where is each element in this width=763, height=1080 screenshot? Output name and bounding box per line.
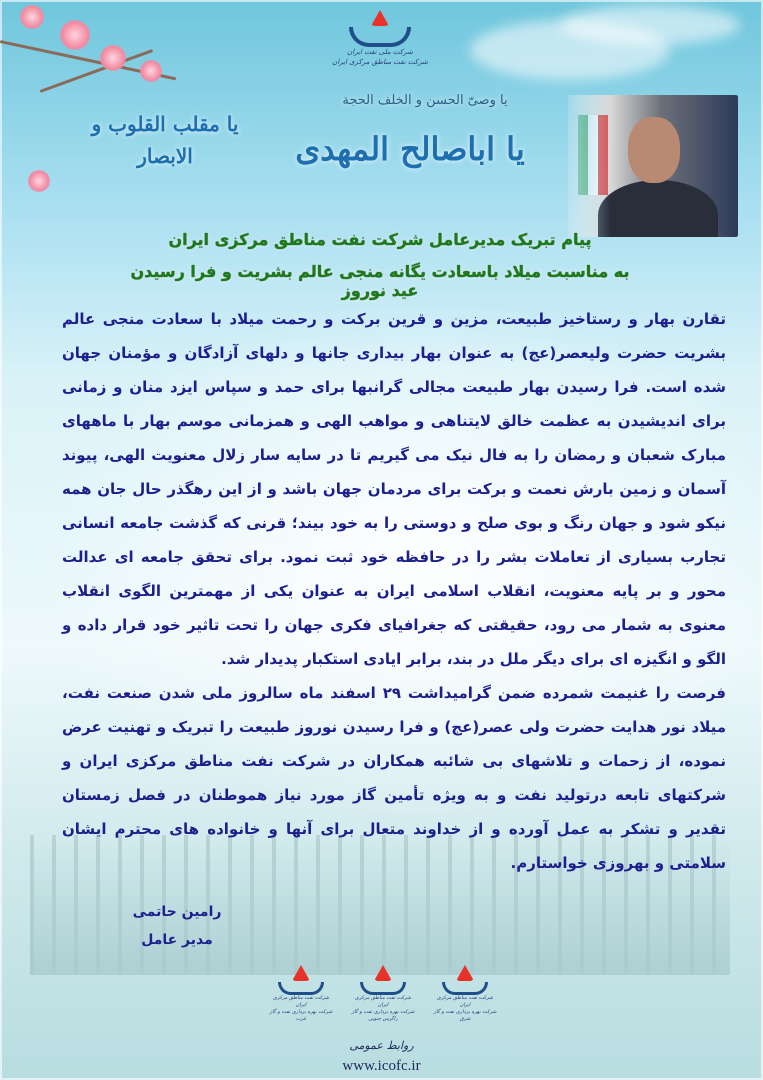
- iran-flag-image: [578, 115, 608, 195]
- logo-emblem-icon: [278, 982, 324, 995]
- logo-caption: شرکت نفت مناطق مرکزی ایران: [354, 995, 412, 1008]
- logo-caption: شرکت بهره برداری نفت و گاز زاگرس جنوبی: [351, 1009, 415, 1022]
- footer-logo-3: [268, 965, 334, 1023]
- website-link[interactable]: www.icofc.ir: [342, 1058, 421, 1074]
- logo-caption: شرکت بهره برداری نفت و گاز غرب: [269, 1009, 333, 1022]
- flame-icon: [374, 965, 392, 981]
- logo-caption: شرکت نفت مناطق مرکزی ایران: [332, 58, 428, 66]
- signature-block: [112, 898, 242, 954]
- flame-icon: [456, 965, 474, 981]
- logo-caption: شرکت نفت مناطق مرکزی ایران: [272, 995, 330, 1008]
- message-paragraph: تقارن بهار و رستاخیز طبیعت، مزین و قرین برکت و رحمت میلاد با سعادت منجی عالم بشریت حضرت ولیعصر(عج) به عنوان بهار بیداری جانها و دلهای آزادگان و مؤمنان جهان شده است. فرا رسیدن بهار طبیعت مجالی گرانبها برای حمد و سپاس ایزد منان و زمانی برای اندیشیدن به عظمت خالق لایتناهی و مواهب الهی و همزمانی موسم بهار با ماههای مبارک شعبان و رمضان را به فال نیک می گیریم تا در سایه سار زلال معنویت الهی، پیوند آسمان و زمین بارش نعمت و برکت برای مردمان جهان باشد و از این رهگذر حال جان همه نیکو شود و جهان رنگ و بوی صلح و دوستی را به خود بیند؛ قرنی که گذشت جامعه انسانی تجارب بسیاری از تعاملات بشر را در حافظه خود ثبت نمود. برای تحقق جامعه ای عدالت محور و بر پایه معنویت، انقلاب اسلامی ایران به عنوان یکی از مهمترین الگوی انقلاب معنوی به شمار می رود، حقیقتی که جغرافیای فکری جهان را تحت تاثیر خود قرار داده و الگو و انگیزه ای برای دیگر ملل در بند، برابر ایادی استکبار پدیدار شد.: [62, 310, 726, 668]
- message-body: [62, 302, 726, 880]
- footer-logo-1: [432, 965, 498, 1023]
- nioc-logo: [330, 10, 430, 67]
- logo-caption: شرکت نفت مناطق مرکزی ایران: [436, 995, 494, 1008]
- headline-title: پیام تبریک مدیرعامل شرکت نفت مناطق مرکزی ایران: [168, 230, 592, 249]
- footer-logo-2: [350, 965, 416, 1023]
- logo-emblem-icon: [349, 27, 411, 47]
- message-section: [62, 302, 726, 954]
- signature-title: مدیر عامل: [141, 932, 213, 948]
- logo-emblem-icon: [360, 982, 406, 995]
- ceo-photo: [568, 95, 738, 237]
- logo-emblem-icon: [442, 982, 488, 995]
- calligraphy-main-title: یا اباصالح المهدی: [295, 130, 525, 168]
- public-relations-label: روابط عمومی: [349, 1039, 414, 1052]
- flame-icon: [371, 10, 389, 26]
- cloud-decoration: [560, 5, 740, 45]
- signature-name: رامین حاتمی: [132, 904, 222, 920]
- calligraphy-small-line: یا وصیّ الحسن و الخلف الحجة: [342, 93, 508, 108]
- headline-subtitle: به مناسبت میلاد باسعادت یگانه منجی عالم بشریت و فرا رسیدن عید نوروز: [130, 262, 630, 300]
- logo-caption: شرکت بهره برداری نفت و گاز شرق: [433, 1009, 497, 1022]
- logo-caption: شرکت ملی نفت ایران: [347, 48, 413, 56]
- calligraphy-left: یا مقلب القلوب و الابصار: [91, 112, 239, 168]
- message-paragraph: فرصت را غنیمت شمرده ضمن گرامیداشت ۲۹ اسفند ماه سالروز ملی شدن صنعت نفت، میلاد نور هدایت حضرت ولی عصر(عج) و فرا رسیدن نوروز طبیعت را تبریک و تهنیت عرض نموده، از زحمات و تلاشهای بی شائبه همکاران در شرکت نفت مناطق مرکزی ایران و شرکتهای تابعه درتولید نفت و به ویژه تأمین گاز مورد نیاز هموطنان در فصل زمستان تقدیر و تشکر به عمل آورده و از خداوند متعال برای آنها و خانواده های محترم ایشان سلامتی و بهروزی خواستارم.: [62, 684, 726, 872]
- flame-icon: [292, 965, 310, 981]
